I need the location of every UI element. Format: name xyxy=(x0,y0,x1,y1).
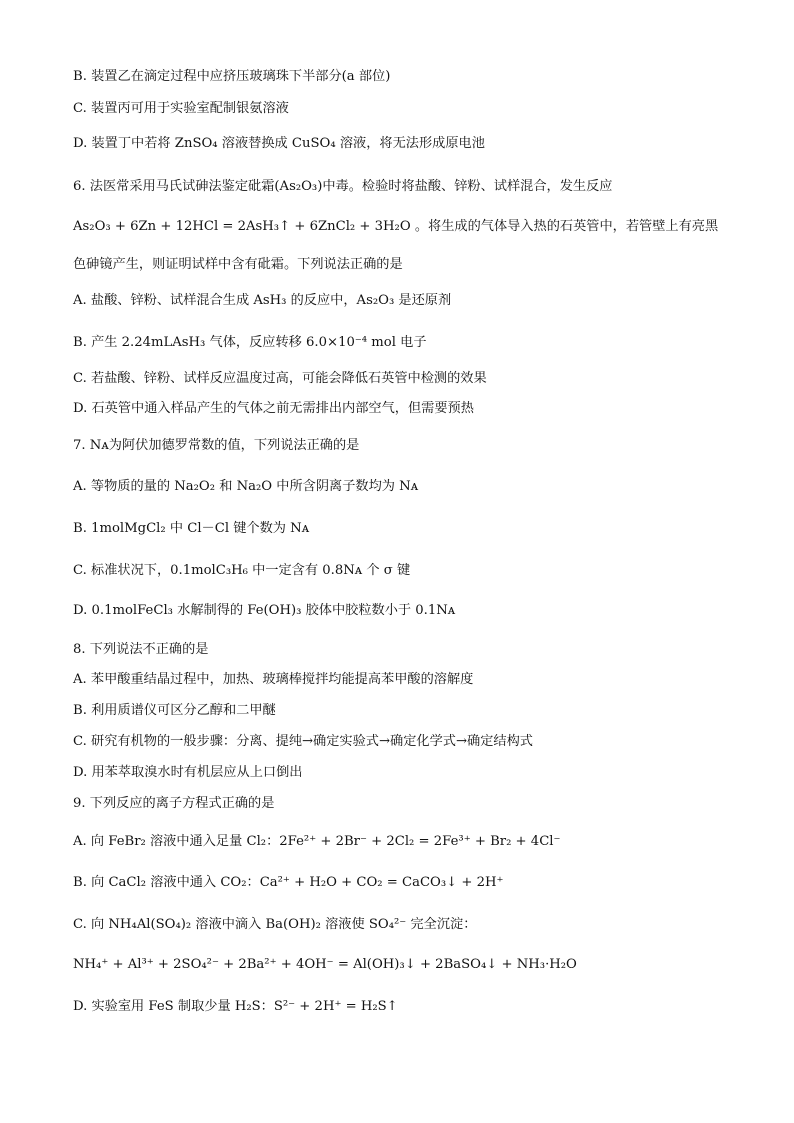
q8-stem: 8. 下列说法不正确的是 xyxy=(73,642,209,657)
q6-option-a: A. 盐酸、锌粉、试样混合生成 AsH₃ 的反应中，As₂O₃ 是还原剂 xyxy=(73,293,452,308)
q5-option-d: D. 装置丁中若将 ZnSO₄ 溶液替换成 CuSO₄ 溶液，将无法形成原电池 xyxy=(73,136,485,151)
q6-stem-line-1: 6. 法医常采用马氏试砷法鉴定砒霜(As₂O₃)中毒。检验时将盐酸、锌粉、试样混合，发生反应 xyxy=(73,179,613,194)
q9-option-b: B. 向 CaCl₂ 溶液中通入 CO₂：Ca²⁺ + H₂O + CO₂ = CaCO₃↓ + 2H⁺ xyxy=(73,875,504,890)
q9-option-c: C. 向 NH₄Al(SO₄)₂ 溶液中滴入 Ba(OH)₂ 溶液使 SO₄²⁻ 完全沉淀： xyxy=(73,917,477,932)
q6-option-d: D. 石英管中通入样品产生的气体之前无需排出内部空气，但需要预热 xyxy=(73,401,474,416)
q7-option-a: A. 等物质的量的 Na₂O₂ 和 Na₂O 中所含阴离子数均为 Nᴀ xyxy=(73,479,419,494)
q8-option-c: C. 研究有机物的一般步骤：分离、提纯→确定实验式→确定化学式→确定结构式 xyxy=(73,734,533,749)
q6-option-b: B. 产生 2.24mLAsH₃ 气体，反应转移 6.0×10⁻⁴ mol 电子 xyxy=(73,335,427,350)
q8-option-b: B. 利用质谱仪可区分乙醇和二甲醚 xyxy=(73,703,276,718)
q6-stem-line-3: 色砷镜产生，则证明试样中含有砒霜。下列说法正确的是 xyxy=(73,257,403,272)
q7-stem: 7. Nᴀ为阿伏加德罗常数的值，下列说法正确的是 xyxy=(73,438,360,453)
q7-option-d: D. 0.1molFeCl₃ 水解制得的 Fe(OH)₃ 胶体中胶粒数小于 0.1Nᴀ xyxy=(73,603,456,618)
q5-option-b: B. 装置乙在滴定过程中应挤压玻璃珠下半部分(a 部位) xyxy=(73,69,391,84)
q6-option-c: C. 若盐酸、锌粉、试样反应温度过高，可能会降低石英管中检测的效果 xyxy=(73,371,487,386)
q8-option-a: A. 苯甲酸重结晶过程中，加热、玻璃棒搅拌均能提高苯甲酸的溶解度 xyxy=(73,672,474,687)
q9-option-a: A. 向 FeBr₂ 溶液中通入足量 Cl₂：2Fe²⁺ + 2Br⁻ + 2Cl₂ = 2Fe³⁺ + Br₂ + 4Cl⁻ xyxy=(73,834,561,849)
q7-option-b: B. 1molMgCl₂ 中 Cl－Cl 键个数为 Nᴀ xyxy=(73,521,310,536)
q9-stem: 9. 下列反应的离子方程式正确的是 xyxy=(73,796,275,811)
q7-option-c: C. 标准状况下，0.1molC₃H₆ 中一定含有 0.8Nᴀ 个 σ 键 xyxy=(73,563,411,578)
q8-option-d: D. 用苯萃取溴水时有机层应从上口倒出 xyxy=(73,765,303,780)
q6-stem-line-2: As₂O₃ + 6Zn + 12HCl = 2AsH₃↑ + 6ZnCl₂ + 3H₂O 。将生成的气体导入热的石英管中，若管壁上有亮黑 xyxy=(73,219,719,234)
q9-option-d: D. 实验室用 FeS 制取少量 H₂S：S²⁻ + 2H⁺ = H₂S↑ xyxy=(73,999,398,1014)
q5-option-c: C. 装置丙可用于实验室配制银氨溶液 xyxy=(73,101,289,116)
q9-option-c-equation: NH₄⁺ + Al³⁺ + 2SO₄²⁻ + 2Ba²⁺ + 4OH⁻ = Al(OH)₃↓ + 2BaSO₄↓ + NH₃·H₂O xyxy=(73,957,577,972)
